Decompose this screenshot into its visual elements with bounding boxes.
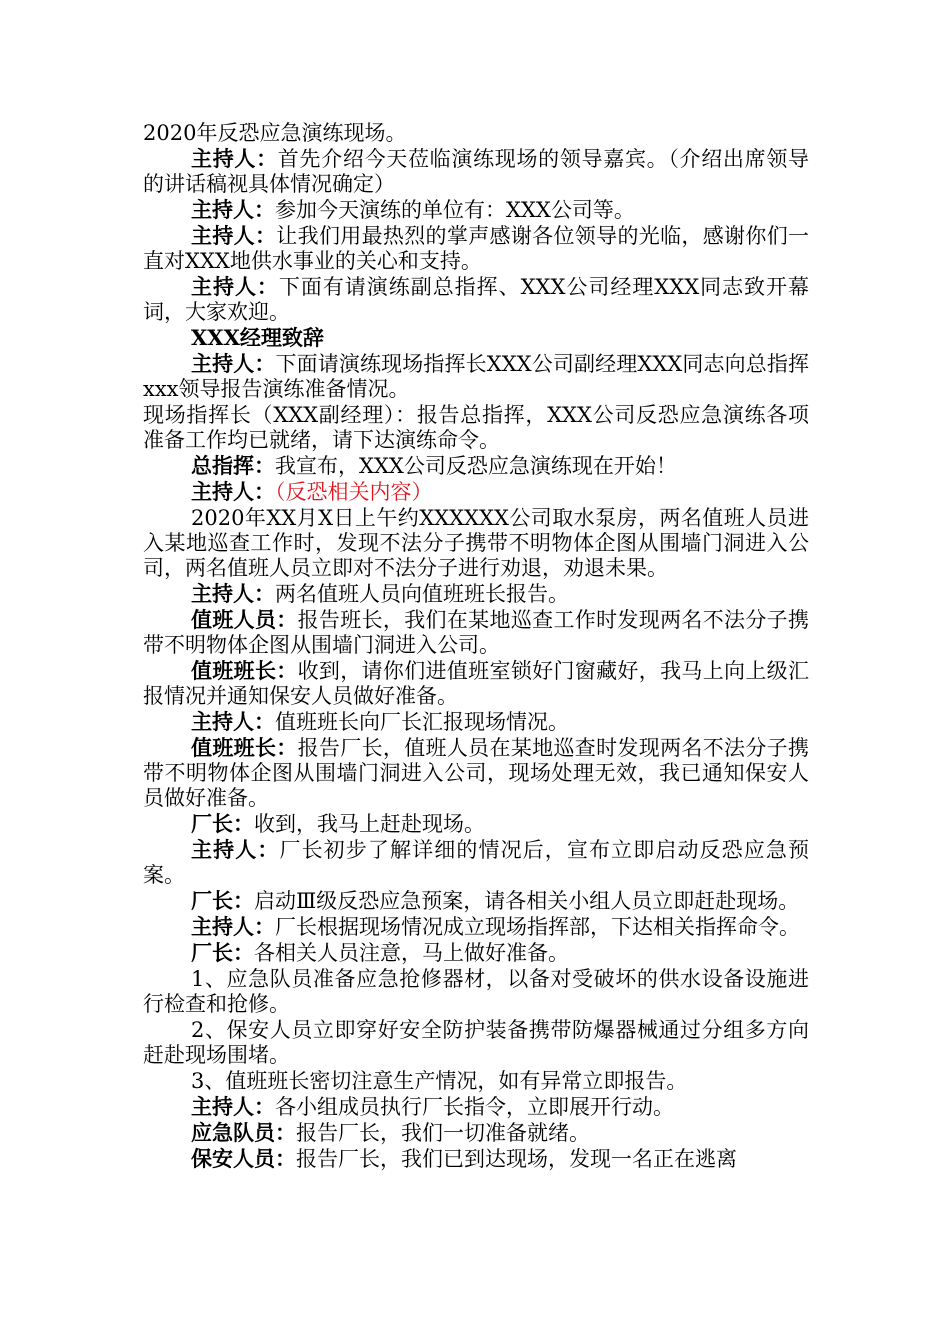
paragraph-text: 3、值班班长密切注意生产情况，如有异常立即报告。	[191, 1069, 688, 1093]
paragraph-text: 报告厂长，我们已到达现场，发现一名正在逃离	[296, 1147, 737, 1171]
speaker-label: 厂长：	[191, 940, 254, 965]
list-item	[143, 1017, 809, 1068]
paragraph-text: 我宣布，XXX公司反恐应急演练现在开始！	[275, 454, 677, 478]
paragraph	[143, 223, 809, 274]
paragraph	[143, 658, 809, 709]
paragraph	[143, 709, 809, 735]
paragraph-text: 报告厂长，值班人员在某地巡查时发现两名不法分子携带不明物体企图从围墙门洞进入公司，现场处理无效，我已通知保安人员做好准备。	[143, 736, 810, 810]
paragraph-text: 各小组成员执行厂长指令，立即展开行动。	[275, 1095, 674, 1119]
speaker-label: 主持人：	[191, 1094, 275, 1119]
paragraph-text: 收到，我马上赶赴现场。	[254, 812, 485, 836]
list-item	[143, 1068, 809, 1094]
speaker-label: 主持人：	[191, 146, 278, 171]
paragraph	[143, 197, 809, 223]
speaker-label: 值班人员：	[191, 607, 298, 632]
speaker-label: 主持人：	[191, 709, 275, 734]
paragraph	[143, 402, 809, 453]
paragraph-text: 收到，请你们进值班室锁好门窗藏好，我马上向上级汇报情况并通知保安人员做好准备。	[143, 659, 810, 708]
paragraph-text: 两名值班人员向值班班长报告。	[275, 582, 569, 606]
paragraph	[143, 735, 809, 811]
list-item	[143, 966, 809, 1017]
paragraph-text: 1、应急队员准备应急抢修器材，以备对受破坏的供水设备设施进行检查和抢修。	[143, 967, 809, 1016]
paragraph	[143, 479, 809, 505]
speaker-label: 主持人：	[191, 914, 275, 939]
paragraph-text: 首先介绍今天莅临演练现场的领导嘉宾。（介绍出席领导的讲话稿视具体情况确定）	[143, 147, 810, 196]
speaker-label: 总指挥：	[191, 453, 275, 478]
speaker-label: 主持人：	[191, 197, 275, 222]
speaker-label: 主持人：	[191, 351, 276, 376]
heading-text: XXX经理致辞	[191, 325, 324, 350]
paragraph-text: 现场指挥长（XXX副经理）：报告总指挥，XXX公司反恐应急演练各项准备工作均已就绪，请下达演练命令。	[143, 403, 809, 452]
paragraph-text: 下面有请演练副总指挥、XXX公司经理XXX同志致开幕词，大家欢迎。	[143, 275, 809, 324]
paragraph	[143, 581, 809, 607]
speaker-label: 主持人：	[191, 479, 275, 504]
paragraph	[143, 505, 809, 581]
paragraph-text: 各相关人员注意，马上做好准备。	[254, 941, 569, 965]
paragraph-text: 启动Ⅲ级反恐应急预案，请各相关小组人员立即赶赴现场。	[254, 889, 800, 913]
paragraph	[143, 837, 809, 888]
paragraph-text: 值班班长向厂长汇报现场情况。	[275, 710, 569, 734]
paragraph	[143, 1146, 809, 1172]
paragraph	[143, 1120, 809, 1146]
paragraph	[143, 146, 809, 197]
paragraph-text: 让我们用最热烈的掌声感谢各位领导的光临，感谢你们一直对XXX地供水事业的关心和支持。	[143, 224, 810, 273]
paragraph	[143, 274, 809, 325]
paragraph	[143, 1094, 809, 1120]
paragraph-text: 厂长初步了解详细的情况后，宣布立即启动反恐应急预案。	[143, 838, 810, 887]
paragraph-text: 2020年反恐应急演练现场。	[143, 121, 407, 145]
paragraph	[143, 940, 809, 966]
speaker-label: 主持人：	[191, 274, 279, 299]
speaker-label: 主持人：	[191, 581, 275, 606]
paragraph	[143, 607, 809, 658]
speaker-label: 值班班长：	[191, 735, 298, 760]
paragraph-text: 报告班长，我们在某地巡查工作时发现两名不法分子携带不明物体企图从围墙门洞进入公司。	[143, 608, 810, 657]
paragraph	[143, 453, 809, 479]
paragraph-text: 报告厂长，我们一切准备就绪。	[296, 1121, 590, 1145]
paragraph	[143, 120, 809, 146]
paragraph	[143, 351, 809, 402]
paragraph-text: 2、保安人员立即穿好安全防护装备携带防爆器械通过分组多方向赶赴现场围堵。	[143, 1018, 809, 1067]
speaker-label: 应急队员：	[191, 1120, 296, 1145]
speaker-label: 主持人：	[191, 223, 277, 248]
paragraph-text: 2020年XX月X日上午约XXXXXX公司取水泵房，两名值班人员进入某地巡查工作时，发现不法分子携带不明物体企图从围墙门洞进入公司，两名值班人员立即对不法分子进行劝退，劝退未果。	[143, 506, 809, 580]
speaker-label: 保安人员：	[191, 1146, 296, 1171]
paragraph	[143, 811, 809, 837]
speaker-label: 值班班长：	[191, 658, 298, 683]
paragraph	[143, 914, 809, 940]
speaker-label: 厂长：	[191, 811, 254, 836]
section-heading	[143, 325, 809, 351]
speaker-label: 厂长：	[191, 888, 254, 913]
paragraph-text: 参加今天演练的单位有：XXX公司等。	[275, 198, 635, 222]
paragraph	[143, 888, 809, 914]
paragraph-text: 下面请演练现场指挥长XXX公司副经理XXX同志向总指挥xxx领导报告演练准备情况。	[143, 352, 810, 401]
paragraph-text: 厂长根据现场情况成立现场指挥部，下达相关指挥命令。	[275, 915, 800, 939]
speaker-label: 主持人：	[191, 837, 280, 862]
document-page	[143, 120, 809, 1172]
red-note: （反恐相关内容）	[275, 480, 433, 504]
